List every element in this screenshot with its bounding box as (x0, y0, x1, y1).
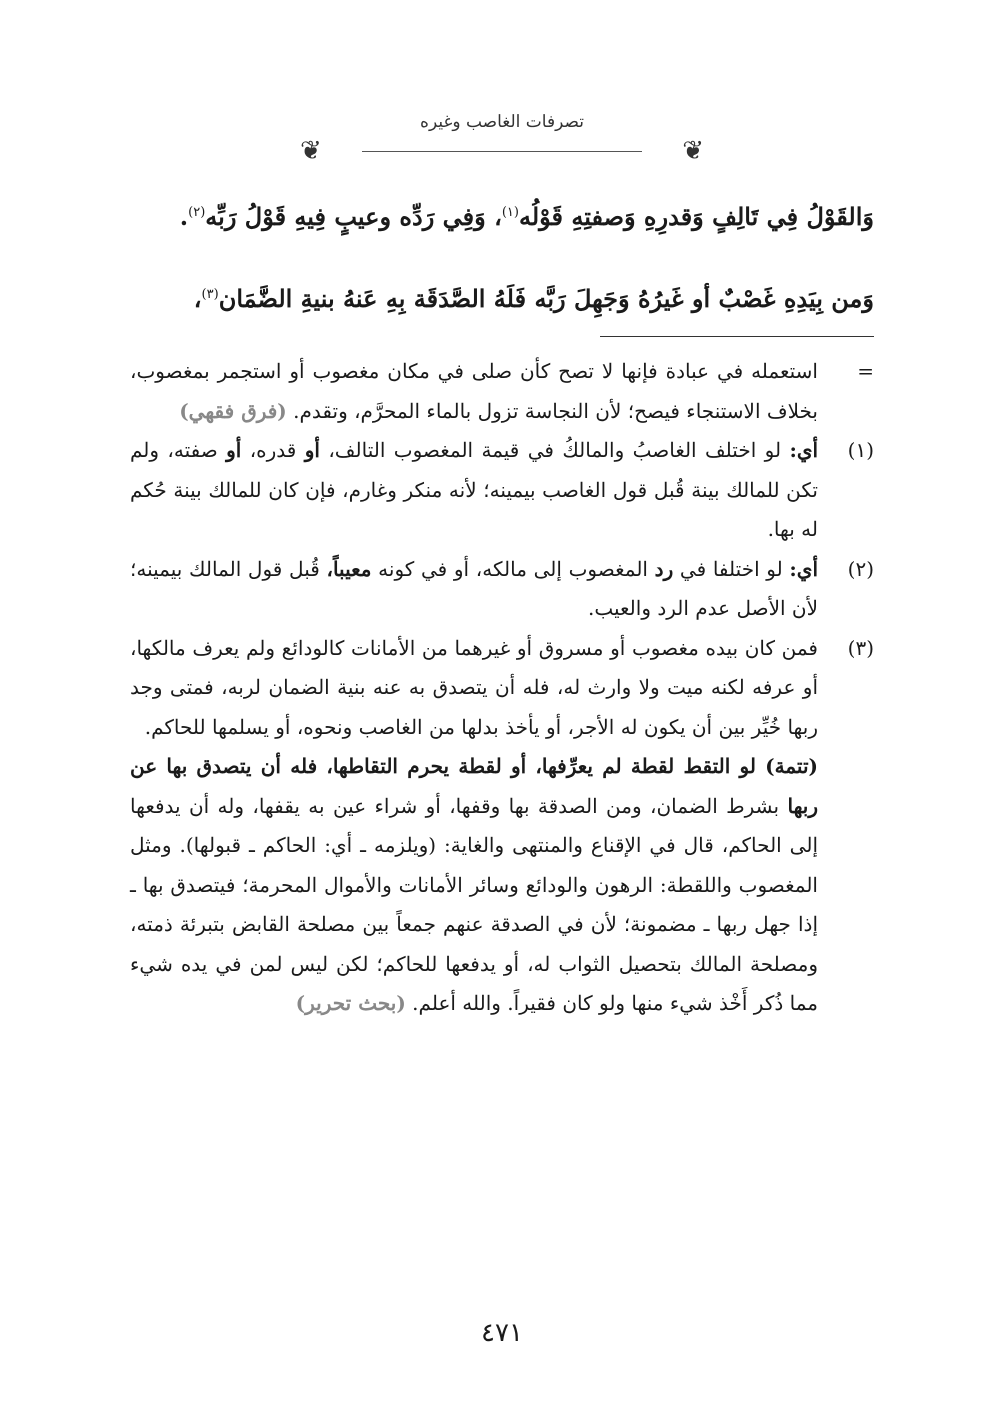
header-rule (362, 151, 642, 152)
matn-line-1: وَالقَوْلُ فِي تَالِفٍ وَقدرِهِ وَصفتِهِ قَوْلُه$^{(١)}$، وَفِي رَدِّه وعيبٍ فِيهِ قَوْلُ رَبِّه$^{(٢)}$. (179, 202, 874, 231)
source-tag: (بحث تحرير) (295, 991, 406, 1015)
continuation-marker: = (857, 359, 874, 383)
tatimma: (تتمة) لو التقط لقطة لم يعرِّفها، أو لقطة يحرم التقاطها، فله أن يتصدق بها عن ربها بشرط الضمان، ومن الصدقة بها وقفها، أو شراء عين به يقفها، وله أن يدفعها إلى الحاكم، قال في الإقناع والمنتهى والغاية: (ويلزمه ـ أي: الحاكم ـ قبولها). ومثل المغصوب واللقطة: الرهون والودائع وسائر الأمانات والأموال المحرمة؛ فيتصدق بها ـ إذا جهل ربها ـ مضمونة؛ لأن في الصدقة عنهم جمعاً بين مصلحة القابض بتبرئة ذمته، ومصلحة المالك بتحصيل الثواب له، أو يدفعها للحاكم؛ لكن ليس لمن في يده شيء مما ذُكر أَخْذ شيء منها ولو كان فقيراً. والله أعلم. (بحث تحرير) (130, 754, 819, 1015)
footnote-number: (١) (847, 438, 874, 462)
running-header (300, 112, 704, 172)
source-tag: (فرق فقهي) (179, 398, 287, 423)
footnote-1: (١) أي: لو اختلف الغاصبُ والمالكُ في قيمة المغصوب التالف، أو قدره، أو صفته، ولم تكن للمالك بينة قُبل قول الغاصب بيمينه؛ لأنه منكر وغارم، فإن كان للمالك بينة حُكم له بها. (130, 431, 874, 550)
ornament-left-icon: ❦ (300, 136, 322, 166)
tatimma-heading: (تتمة) لو التقط لقطة لم يعرِّفها، أو لقطة يحرم التقاطها، فله أن يتصدق بها عن ربها (130, 754, 819, 818)
footnote-2: (٢) أي: لو اختلفا في رد المغصوب إلى مالكه، أو في كونه معيباً، قُبل قول المالك بيمينه؛ لأن الأصل عدم الرد والعيب. (130, 550, 874, 629)
footnotes (130, 352, 874, 1024)
footnote-ref-1[interactable]: (١) (501, 205, 519, 220)
matn-line-2: وَمن بِيَدِهِ غَصْبٌ أو غَيرُهُ وَجَهِلَ رَبَّه فَلَهُ الصَّدَقَة بِهِ عَنهُ بنيةِ الضَّمَان$^{(٣)}$، (193, 284, 874, 313)
footnote-number: (٢) (847, 556, 874, 581)
footnote-separator (600, 336, 874, 337)
footnote-3: (٣) فمن كان بيده مغصوب أو مسروق أو غيرهما من الأمانات كالودائع ولم يعرف مالكها، أو عرفه لكنه ميت ولا وارث له، فله أن يتصدق به عنه بنية الضمان لربه، فمتى وجد ربها خُيِّر بين أن يكون له الأجر، أو يأخذ بدلها من الغاصب ونحوه، أو يسلمها للحاكم. (130, 629, 874, 748)
footnote-number: (٣) (847, 635, 874, 660)
page-number: ٤٧١ (481, 1318, 523, 1348)
ornament-right-icon: ❦ (682, 136, 704, 166)
footnote-ref-3[interactable]: (٣) (201, 287, 219, 302)
footnote-ref-2[interactable]: (٢) (188, 205, 206, 220)
footnote-continuation: = استعمله في عبادة فإنها لا تصح كأن صلى في مكان مغصوب أو استجمر بمغصوب، بخلاف الاستنجاء فيصح؛ لأن النجاسة تزول بالماء المحرَّم، وتقدم. (فرق فقهي) (130, 352, 874, 431)
header-title: تصرفات الغاصب وغيره (420, 112, 584, 132)
